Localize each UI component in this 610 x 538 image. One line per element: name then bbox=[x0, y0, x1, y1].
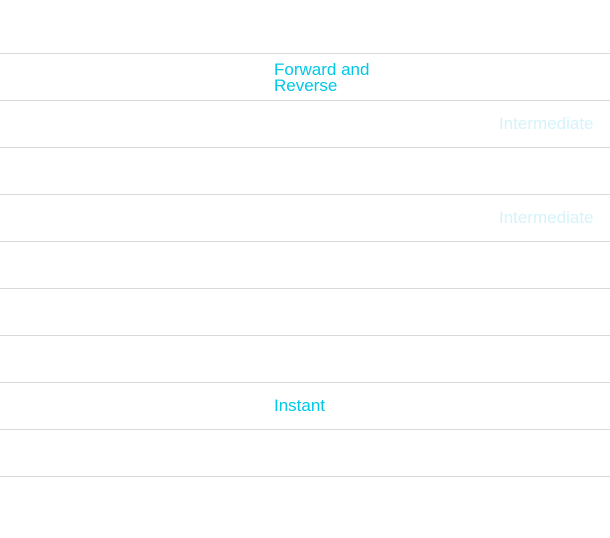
table-row bbox=[0, 242, 610, 289]
table-row bbox=[0, 148, 610, 195]
table-row bbox=[0, 336, 610, 383]
table-row bbox=[0, 289, 610, 336]
row-value-right: Intermediate bbox=[499, 208, 594, 227]
table-row bbox=[0, 101, 610, 148]
row-value-mid bbox=[274, 289, 404, 335]
table-row bbox=[0, 195, 610, 242]
row-value-mid bbox=[274, 101, 404, 147]
comparison-table bbox=[0, 53, 610, 477]
table-row bbox=[0, 430, 610, 477]
row-value-mid bbox=[274, 336, 404, 382]
row-value-mid: Instant bbox=[274, 396, 326, 415]
row-value-mid bbox=[274, 430, 404, 476]
row-value-right: Intermediate bbox=[499, 114, 594, 133]
row-value-mid bbox=[274, 195, 404, 241]
row-value-mid bbox=[274, 242, 404, 288]
table-row bbox=[0, 54, 610, 101]
table-row bbox=[0, 383, 610, 430]
row-value-mid bbox=[274, 148, 404, 194]
row-value-mid: Forward and Reverse bbox=[274, 60, 370, 95]
